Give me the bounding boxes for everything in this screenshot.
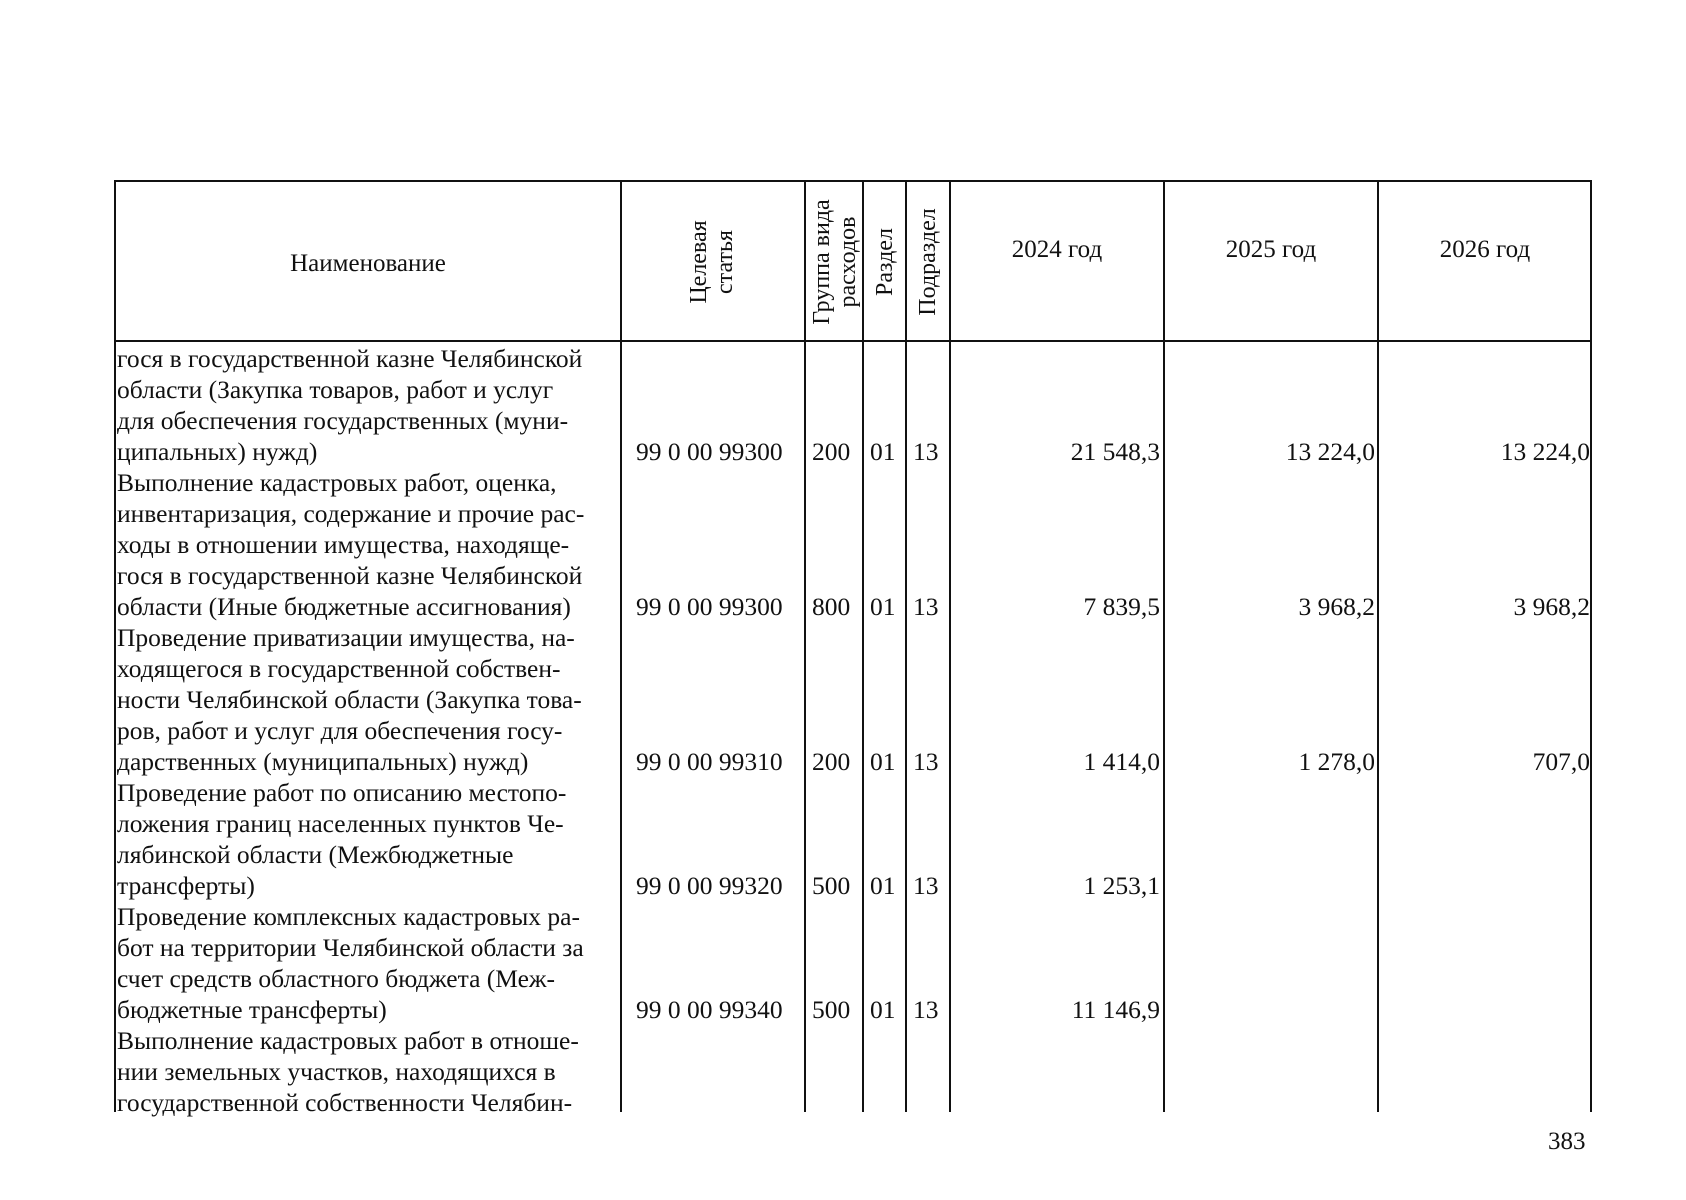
row-2-subsection: 13 [913, 592, 939, 621]
row-4-subsection: 13 [913, 871, 939, 900]
header-section: Раздел [872, 228, 898, 296]
row-2-2025: 3 968,2 [1298, 592, 1375, 621]
row-3-subsection: 13 [913, 747, 939, 776]
row-1-section: 01 [870, 437, 896, 466]
row-2-code: 99 0 00 99300 [636, 592, 783, 621]
header-year-2025: 2025 год [1225, 236, 1317, 263]
row-3-code: 99 0 00 99310 [636, 747, 783, 776]
row-3-section: 01 [870, 747, 896, 776]
page-number: 383 [1548, 1128, 1586, 1155]
row-1-2025: 13 224,0 [1285, 437, 1375, 466]
row-5-2024: 11 146,9 [1071, 995, 1160, 1024]
row-1-subsection: 13 [913, 437, 939, 466]
col-border-left [114, 180, 116, 1112]
row-5-code: 99 0 00 99340 [636, 995, 783, 1024]
row-2-2024: 7 839,5 [1083, 592, 1160, 621]
row-4-2024: 1 253,1 [1083, 871, 1160, 900]
col-border-group [862, 180, 864, 1112]
row-4-group: 500 [812, 871, 851, 900]
row-3-group: 200 [812, 747, 851, 776]
header-year-2024: 2024 год [1011, 236, 1103, 263]
header-subsection: Подраздел [915, 208, 941, 316]
row-6-name: Выполнение кадастровых работ в отноше- нии земельных участков, находящихся в государственной собственности Челябин- [117, 1026, 579, 1117]
row-3-2025: 1 278,0 [1298, 747, 1375, 776]
col-border-subsection [949, 180, 951, 1112]
row-3-2026: 707,0 [1532, 747, 1590, 776]
header-year-2026: 2026 год [1439, 236, 1531, 263]
row-1-2026: 13 224,0 [1500, 437, 1590, 466]
header-expense-group: Группа вида расходов [809, 199, 861, 325]
header-target-article: Целевая статья [686, 220, 738, 304]
row-5-name: Проведение комплексных кадастровых ра- бот на территории Челябинской области за счет средств областного бюджета (Меж- бюджетные трансферты) [117, 902, 584, 1024]
row-5-subsection: 13 [913, 995, 939, 1024]
table-top-border [114, 180, 1592, 182]
row-1-name: гося в государственной казне Челябинской области (Закупка товаров, работ и услуг для обеспечения государственных (муни- ципальных) нужд) [117, 344, 583, 466]
row-2-2026: 3 968,2 [1513, 592, 1590, 621]
col-border-right [1590, 180, 1592, 1112]
header-name: Наименование [290, 250, 446, 277]
row-1-2024: 21 548,3 [1070, 437, 1160, 466]
col-border-2024 [1163, 180, 1165, 1112]
row-5-section: 01 [870, 995, 896, 1024]
row-2-group: 800 [812, 592, 851, 621]
col-border-section [905, 180, 907, 1112]
row-1-code: 99 0 00 99300 [636, 437, 783, 466]
col-border-code [804, 180, 806, 1112]
header-bottom-border [114, 340, 1592, 342]
row-2-name: Выполнение кадастровых работ, оценка, инвентаризация, содержание и прочие рас- ходы в отношении имущества, находяще- гося в государственной казне Челябинской области (Иные бюджетные ассигнования) [117, 468, 585, 621]
row-1-group: 200 [812, 437, 851, 466]
row-4-section: 01 [870, 871, 896, 900]
row-3-2024: 1 414,0 [1083, 747, 1160, 776]
col-border-2025 [1377, 180, 1379, 1112]
row-5-group: 500 [812, 995, 851, 1024]
row-4-code: 99 0 00 99320 [636, 871, 783, 900]
row-2-section: 01 [870, 592, 896, 621]
col-border-name [620, 180, 622, 1112]
row-3-name: Проведение приватизации имущества, на- ходящегося в государственной собствен- ности Челябинской области (Закупка това- ров, работ и услуг для обеспечения госу- дарственных (муниципальных) нужд) [117, 623, 582, 776]
row-4-name: Проведение работ по описанию местопо- ложения границ населенных пунктов Че- лябинской области (Межбюджетные трансферты) [117, 778, 567, 900]
